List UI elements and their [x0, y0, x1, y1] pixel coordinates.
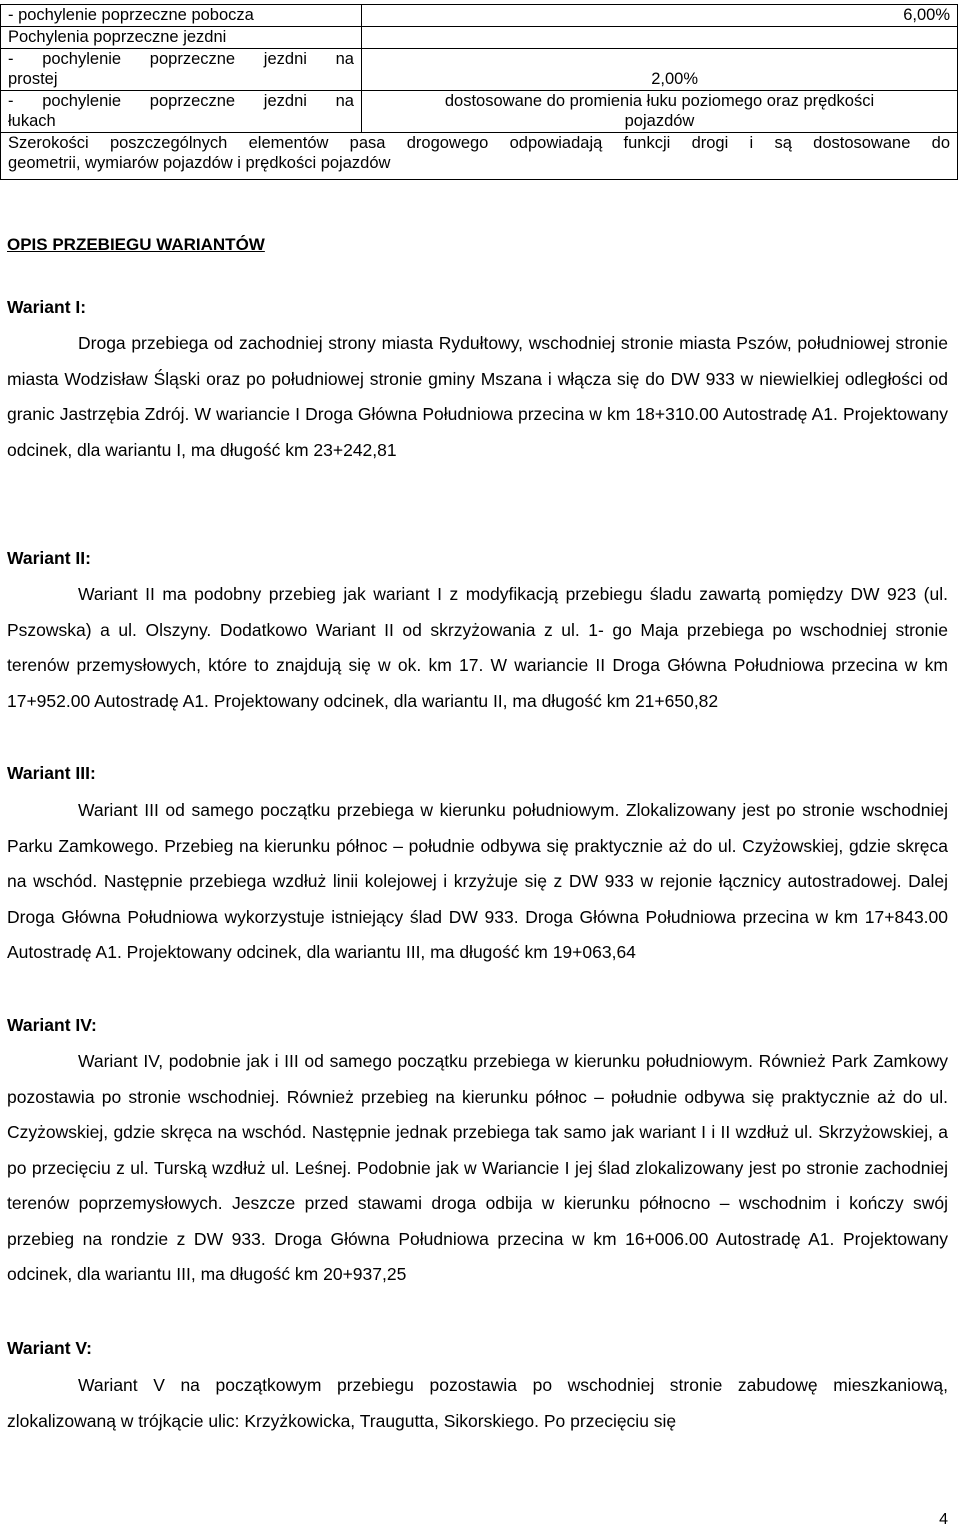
parameters-table: [0, 4, 958, 180]
cell-line: Szerokości poszczególnych elementów pasa drogowego odpowiadają funkcji drogi i są dostosowane do: [8, 134, 950, 152]
table-cell: Pochylenia poprzeczne jezdni: [1, 27, 362, 49]
table-cell: [361, 49, 957, 91]
cell-line: - pochylenie poprzeczne jezdni na: [8, 50, 354, 68]
variant-5-title: Wariant V:: [7, 1338, 92, 1358]
cell-line: łukach: [8, 112, 56, 130]
variant-4-text: Wariant IV, podobnie jak i III od samego początku przebiega w kierunku południowym. Również Park Zamkowy pozostawia po stronie wschodniej. Również przebieg na kierunku północ – południe odbywa się praktycznie aż do ul. Czyżowskiej, gdzie skręca na wschód. Następnie jednak przebiega tak samo jak wariant I i II wzdłuż ul. Skrzyżowskiej, a po przecięciu z ul. Turską wzdłuż ul. Leśnej. Podobnie jak w Wariancie I jej ślad zlokalizowany jest po stronie zachodniej terenów poprzemysłowych. Jeszcze przed stawami droga odbija w kierunku północno – wschodnim i kończy swój przebieg na rondzie z DW 933. Droga Główna Południowa przecina w km 16+006.00 Autostradę A1. Projektowany odcinek, dla wariantu III, ma długość km 20+937,25: [7, 1051, 948, 1284]
variant-5-text: Wariant V na początkowym przebiegu pozostawia po wschodniej stronie zabudowę mieszkaniową, zlokalizowaną w trójkącie ulic: Krzyżkowicka, Traugutta, Sikorskiego. Po przecięciu się: [7, 1375, 948, 1431]
variant-1-text: Droga przebiega od zachodniej strony miasta Rydułtowy, wschodniej stronie miasta Pszów, południowej stronie miasta Wodzisław Śląski oraz po południowej stronie gminy Mszana i włącza się do DW 933 w niewielkiej odległości od granic Jastrzębia Zdrój. W wariancie I Droga Główna Południowa przecina w km 18+310.00 Autostradę A1. Projektowany odcinek, dla wariantu I, ma długość km 23+242,81: [7, 333, 948, 460]
table-row: [1, 133, 958, 180]
variant-2-text: Wariant II ma podobny przebieg jak wariant I z modyfikacją przebiegu śladu zawartą pomiędzy DW 923 (ul. Pszowska) a ul. Olszyny. Dodatkowo Wariant II od skrzyżowania z ul. 1- go Maja przebiega po wschodniej stronie terenów przemysłowych, które to znajdują się w ok. km 17. W wariancie II Droga Główna Południowa przecina w km 17+952.00 Autostradę A1. Projektowany odcinek, dla wariantu II, ma długość km 21+650,82: [7, 584, 948, 711]
cell-line: - pochylenie poprzeczne jezdni na: [8, 92, 354, 110]
table-cell: [1, 91, 362, 133]
cell-line: dostosowane do promienia łuku poziomego oraz prędkości: [444, 92, 875, 110]
table-cell: - pochylenie poprzeczne pobocza: [1, 5, 362, 27]
table-cell: [361, 91, 957, 133]
page-number: 4: [939, 1511, 948, 1528]
variant-3-title: Wariant III:: [7, 763, 96, 783]
variant-4-title: Wariant IV:: [7, 1015, 97, 1035]
variant-2-title: Wariant II:: [7, 548, 91, 568]
cell-line: 2,00%: [651, 70, 698, 88]
cell-line: geometrii, wymiarów pojazdów i prędkości pojazdów: [8, 154, 391, 172]
section-heading: OPIS PRZEBIEGU WARIANTÓW: [7, 235, 265, 254]
variant-3-text: Wariant III od samego początku przebiega w kierunku południowym. Zlokalizowany jest po stronie wschodniej Parku Zamkowego. Przebieg na kierunku północ – południe odbywa się praktycznie aż do ul. Czyżowskiej, gdzie skręca na wschód. Następnie przebiega wzdłuż linii kolejowej i krzyżuje się z DW 933 w rejonie łącznicy autostradowej. Dalej Droga Główna Południowa wykorzystuje istniejący ślad DW 933. Droga Główna Południowa przecina w km 17+843.00 Autostradę A1. Projektowany odcinek, dla wariantu III, ma długość km 19+063,64: [7, 800, 948, 962]
cell-line: pojazdów: [624, 112, 695, 130]
table-cell: 6,00%: [361, 5, 957, 27]
table-cell: [1, 49, 362, 91]
table-cell: [361, 27, 957, 49]
table-row: [1, 91, 958, 133]
cell-line: prostej: [8, 70, 58, 88]
table-cell: [1, 133, 958, 180]
table-row: [1, 5, 958, 27]
variant-1-title: Wariant I:: [7, 297, 87, 317]
table-row: [1, 27, 958, 49]
table-row: [1, 49, 958, 91]
